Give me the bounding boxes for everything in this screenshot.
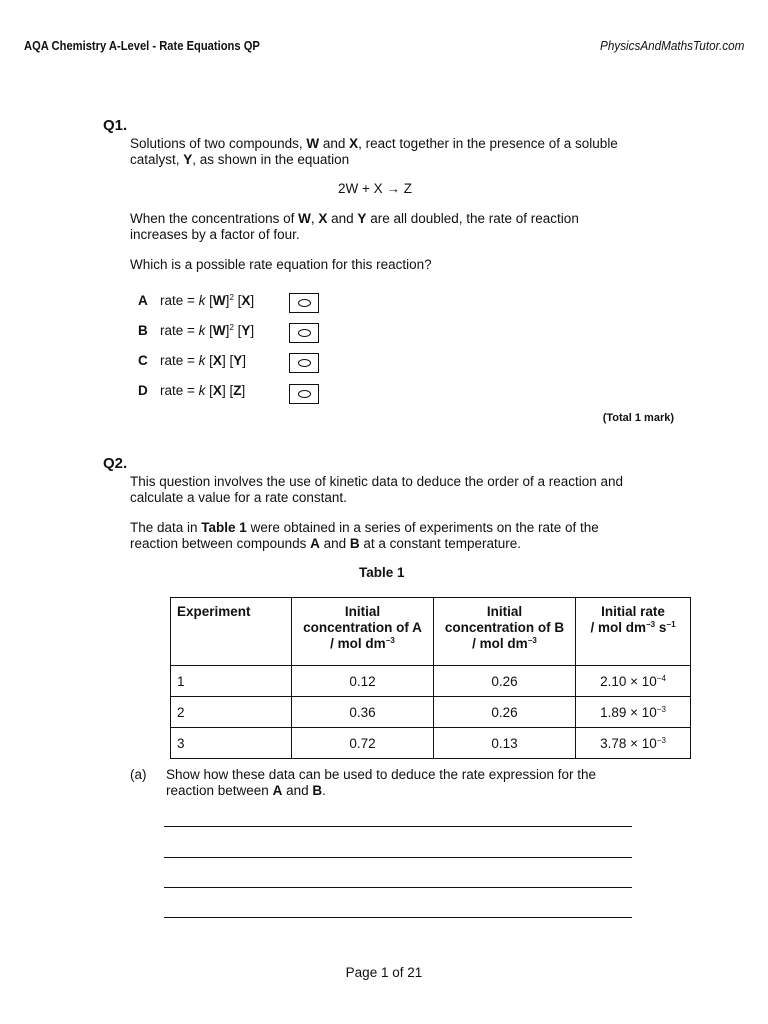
q2-para2: The data in Table 1 were obtained in a series of experiments on the rate of the reaction between compounds A and B at a constant temperature. <box>130 520 599 551</box>
cell-experiment: 1 <box>171 666 292 697</box>
q1-question: Which is a possible rate equation for this reaction? <box>130 257 432 272</box>
option-d: D rate = k [X] [Z] <box>138 383 246 398</box>
q1-equation: 2W + X → Z <box>338 181 412 196</box>
q1-total-marks: (Total 1 mark) <box>602 412 674 424</box>
option-a-bubble[interactable] <box>298 299 311 307</box>
header-site: PhysicsAndMathsTutor.com <box>599 38 744 53</box>
part-a-label: (a) <box>130 767 147 782</box>
answer-line[interactable] <box>164 857 632 858</box>
q1-label: Q1. <box>103 117 128 134</box>
cell-conc-a: 0.72 <box>292 728 434 759</box>
option-c: C rate = k [X] [Y] <box>138 353 246 368</box>
option-d-bubble[interactable] <box>298 390 311 398</box>
data-table <box>170 597 691 759</box>
page-number: 1 <box>380 965 389 980</box>
cell-experiment: 3 <box>171 728 292 759</box>
cell-conc-a: 0.12 <box>292 666 434 697</box>
table-title: Table 1 <box>359 565 405 580</box>
option-a: A rate = k $[W]^2$ [X] <box>138 293 255 308</box>
page-footer: Page 1 of 21 <box>345 965 423 980</box>
total-pages: 21 <box>407 965 423 980</box>
q1-intro: Solutions of two compounds, W and X, react together in the presence of a soluble catalyst, Y, as shown in the equation <box>130 136 618 167</box>
cell-rate: $2.10 \times 10^{-4}$ <box>576 666 691 697</box>
cell-conc-b: 0.13 <box>434 728 576 759</box>
cell-conc-b: 0.26 <box>434 697 576 728</box>
cell-rate: $3.78 \times 10^{-3}$ <box>576 728 691 759</box>
cell-rate: $1.89 \times 10^{-3}$ <box>576 697 691 728</box>
q1-para2: When the concentrations of W, X and Y are all doubled, the rate of reaction increases by a factor of four. <box>130 211 579 242</box>
table-header-row <box>171 598 691 666</box>
cell-conc-b: 0.26 <box>434 666 576 697</box>
answer-line[interactable] <box>164 887 632 888</box>
cell-conc-a: 0.36 <box>292 697 434 728</box>
part-a-text: Show how these data can be used to deduce the rate expression for the reaction between A and B. <box>166 767 597 798</box>
option-b-answer-box[interactable] <box>289 323 319 343</box>
option-c-answer-box[interactable] <box>289 353 319 373</box>
header-conc-b: Initial concentration of B / mol $dm^{-3}$ <box>434 598 576 666</box>
table-row <box>171 728 691 759</box>
header-title: AQA Chemistry A-Level - Rate Equations QP <box>24 38 260 53</box>
option-b-bubble[interactable] <box>298 329 311 337</box>
q2-label: Q2. <box>103 455 128 472</box>
header-experiment: Experiment <box>171 598 292 666</box>
table-row <box>171 697 691 728</box>
option-b: B rate = k $[W]^2$ [Y] <box>138 323 255 338</box>
option-a-answer-box[interactable] <box>289 293 319 313</box>
option-d-answer-box[interactable] <box>289 384 319 404</box>
cell-experiment: 2 <box>171 697 292 728</box>
option-c-bubble[interactable] <box>298 359 311 367</box>
answer-line[interactable] <box>164 826 632 827</box>
answer-line[interactable] <box>164 917 632 918</box>
header-initial-rate: Initial rate / mol $dm^{-3}$ $s^{-1}$ <box>576 598 691 666</box>
table-row <box>171 666 691 697</box>
q2-para1: This question involves the use of kinetic data to deduce the order of a reaction and calculate a value for a rate constant. <box>130 474 624 505</box>
header-conc-a: Initial concentration of A / mol $dm^{-3}$ <box>292 598 434 666</box>
